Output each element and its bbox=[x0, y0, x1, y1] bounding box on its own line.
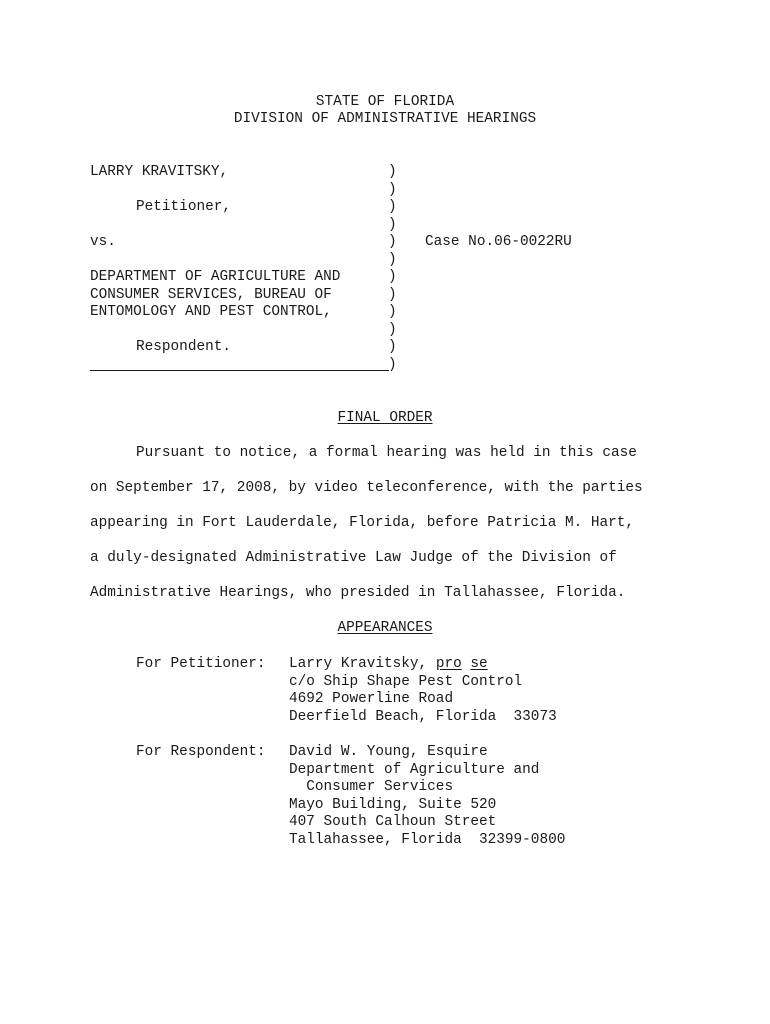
petitioner-role: Petitioner, bbox=[136, 199, 231, 215]
respondent-counsel-line: Department of Agriculture and bbox=[289, 762, 540, 778]
petitioner-counsel-name: Larry Kravitsky, bbox=[289, 656, 428, 672]
petitioner-address-line: 4692 Powerline Road bbox=[289, 691, 454, 707]
case-style-paren: ) bbox=[388, 164, 397, 180]
petitioner-address-line: c/o Ship Shape Pest Control bbox=[289, 674, 523, 690]
case-style-rule bbox=[90, 370, 389, 371]
case-style-paren: ) bbox=[388, 217, 397, 233]
respondent-counsel-line: Tallahassee, Florida 32399-0800 bbox=[289, 832, 566, 848]
se-text: se bbox=[470, 656, 488, 672]
paragraph-line: Administrative Hearings, who presided in Tallahassee, Florida. bbox=[90, 585, 626, 601]
paragraph-line: on September 17, 2008, by video teleconference, with the parties bbox=[90, 480, 643, 496]
versus: vs. bbox=[90, 234, 116, 250]
paragraph-line: Pursuant to notice, a formal hearing was held in this case bbox=[136, 445, 637, 461]
petitioner-address-line: Deerfield Beach, Florida 33073 bbox=[289, 709, 557, 725]
petitioner-counsel-line bbox=[289, 656, 488, 674]
case-style-paren: ) bbox=[388, 322, 397, 338]
case-style-paren: ) bbox=[388, 269, 397, 285]
respondent-label: For Respondent: bbox=[136, 744, 266, 760]
respondent-counsel-line: Mayo Building, Suite 520 bbox=[289, 797, 497, 813]
respondent-counsel-line: Consumer Services bbox=[289, 779, 454, 795]
case-style-paren: ) bbox=[388, 234, 397, 250]
paragraph-line: a duly-designated Administrative Law Judge of the Division of bbox=[90, 550, 617, 566]
case-style-paren: ) bbox=[388, 287, 397, 303]
case-style-paren: ) bbox=[388, 199, 397, 215]
case-number: Case No.06-0022RU bbox=[425, 234, 572, 250]
case-style-paren: ) bbox=[388, 182, 397, 198]
respondent-line-3: ENTOMOLOGY AND PEST CONTROL, bbox=[90, 304, 332, 320]
caption-division: DIVISION OF ADMINISTRATIVE HEARINGS bbox=[233, 111, 537, 127]
paragraph-line: appearing in Fort Lauderdale, Florida, before Patricia M. Hart, bbox=[90, 515, 635, 531]
petitioner-name: LARRY KRAVITSKY, bbox=[90, 164, 229, 180]
appearances-heading: APPEARANCES bbox=[337, 620, 433, 636]
respondent-counsel-line: David W. Young, Esquire bbox=[289, 744, 488, 760]
respondent-line-2: CONSUMER SERVICES, BUREAU OF bbox=[90, 287, 332, 303]
pro-text: pro bbox=[435, 656, 462, 672]
respondent-role: Respondent. bbox=[136, 339, 231, 355]
petitioner-label: For Petitioner: bbox=[136, 656, 266, 672]
respondent-line-1: DEPARTMENT OF AGRICULTURE AND bbox=[90, 269, 341, 285]
respondent-counsel-line: 407 South Calhoun Street bbox=[289, 814, 497, 830]
case-style-paren: ) bbox=[388, 252, 397, 268]
case-style-paren: ) bbox=[388, 339, 397, 355]
final-order-heading: FINAL ORDER bbox=[337, 410, 433, 426]
caption-state: STATE OF FLORIDA bbox=[315, 94, 455, 110]
case-style-paren: ) bbox=[388, 357, 397, 373]
case-style-paren: ) bbox=[388, 304, 397, 320]
